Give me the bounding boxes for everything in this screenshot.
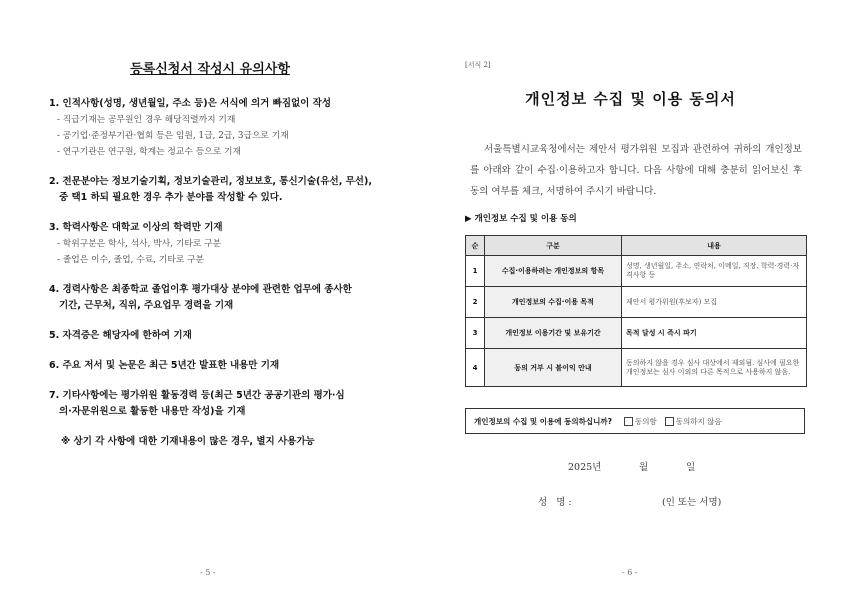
guideline-text: 4. 경력사항은 최종학교 졸업이후 평가대상 분야에 관련한 업무에 종사한 bbox=[49, 284, 352, 295]
table-row bbox=[466, 349, 807, 387]
guideline-note: ※ 상기 각 사항에 대한 기재내용이 많은 경우, 별지 사용가능 bbox=[61, 436, 315, 447]
signer-name-label: 성 명 : bbox=[538, 497, 572, 508]
checkbox-icon bbox=[624, 417, 633, 426]
guideline-text: 2. 전문분야는 정보기술기획, 정보기술관리, 정보보호, 통신기술(유선, 무선), bbox=[49, 176, 372, 187]
left-page-title: 등록신청서 작성시 유의사항 bbox=[130, 62, 290, 77]
left-page bbox=[0, 0, 420, 595]
section-heading: ▶ 개인정보 수집 및 이용 동의 bbox=[465, 214, 577, 224]
guideline-sub: - 학위구분은 학사, 석사, 박사, 기타로 구분 bbox=[57, 239, 222, 249]
row-category: 동의 거부 시 불이익 안내 bbox=[485, 349, 622, 387]
row-number: 2 bbox=[466, 287, 485, 318]
row-number: 3 bbox=[466, 318, 485, 349]
row-category: 개인정보 이용기간 및 보유기간 bbox=[485, 318, 622, 349]
guideline-text-cont: 기간, 근무처, 직위, 주요업무 경력을 기재 bbox=[59, 300, 234, 311]
guideline-sub: - 졸업은 이수, 졸업, 수료, 기타로 구분 bbox=[57, 255, 205, 265]
guideline-text: 7. 기타사항에는 평가위원 활동경력 등(최근 5년간 공공기관의 평가·심 bbox=[49, 390, 345, 401]
consent-title: 개인정보 수집 및 이용 동의서 bbox=[525, 90, 736, 108]
table-row bbox=[466, 256, 807, 287]
row-content: 동의하지 않을 경우 심사 대상에서 제외됨. 심사에 필요한 개인정보는 심사 이외의 다른 목적으로 사용하지 않음. bbox=[622, 349, 807, 387]
agree-checkbox[interactable] bbox=[624, 416, 657, 427]
row-number: 4 bbox=[466, 349, 485, 387]
guideline-sub: - 공기업·준정부기관·협회 등은 임원, 1급, 2급, 3급으로 기재 bbox=[57, 131, 289, 141]
guideline-item-5 bbox=[49, 328, 389, 344]
agree-option-label: 동의함 bbox=[634, 416, 657, 426]
signature-field[interactable]: (인 또는 서명) bbox=[662, 497, 722, 508]
disagree-option-label: 동의하지 않음 bbox=[675, 416, 722, 426]
row-content: 제안서 평가위원(후보자) 모집 bbox=[622, 287, 807, 318]
guideline-text: 6. 주요 저서 및 논문은 최근 5년간 발표한 내용만 기재 bbox=[49, 360, 280, 371]
guideline-text: 5. 자격증은 해당자에 한하여 기재 bbox=[49, 330, 192, 341]
right-page bbox=[420, 0, 841, 595]
guideline-sub: - 직급기재는 공무원인 경우 해당직렬까지 기재 bbox=[57, 115, 236, 125]
form-label: [서식 2] bbox=[465, 61, 491, 69]
guideline-text: 3. 학력사항은 대학교 이상의 학력만 기재 bbox=[49, 222, 223, 233]
guideline-item-3 bbox=[49, 220, 389, 268]
agree-box bbox=[465, 408, 805, 434]
page-number-left: - 5 - bbox=[200, 568, 216, 577]
guideline-item-2 bbox=[49, 174, 389, 206]
table-header: 구분 bbox=[485, 236, 622, 256]
date-year[interactable]: 2025년 bbox=[568, 462, 602, 473]
table-row bbox=[466, 318, 807, 349]
checkbox-icon bbox=[665, 417, 674, 426]
guideline-list bbox=[49, 96, 389, 450]
date-month[interactable]: 월 bbox=[639, 462, 649, 473]
row-number: 1 bbox=[466, 256, 485, 287]
date-day[interactable]: 일 bbox=[686, 462, 696, 473]
guideline-item-6 bbox=[49, 358, 389, 374]
guideline-item-7 bbox=[49, 388, 389, 420]
agree-question: 개인정보의 수집 및 이용에 동의하십니까? bbox=[474, 416, 612, 426]
table-header-row bbox=[466, 236, 807, 256]
table-header: 순 bbox=[466, 236, 485, 256]
guideline-item-4 bbox=[49, 282, 389, 314]
guideline-text-cont: 의·자문위원으로 활동한 내용만 작성)을 기재 bbox=[59, 406, 246, 417]
guideline-item-1 bbox=[49, 96, 389, 160]
row-content: 목적 달성 시 즉시 파기 bbox=[622, 318, 807, 349]
disagree-checkbox[interactable] bbox=[665, 416, 722, 427]
consent-table bbox=[465, 235, 807, 387]
guideline-text: 1. 인적사항(성명, 생년월일, 주소 등)은 서식에 의거 빠짐없이 작성 bbox=[49, 98, 332, 109]
page-number-right: - 6 - bbox=[622, 568, 638, 577]
guideline-sub: - 연구기관은 연구원, 학계는 정교수 등으로 기재 bbox=[57, 147, 242, 157]
table-row bbox=[466, 287, 807, 318]
row-category: 개인정보의 수집·이용 목적 bbox=[485, 287, 622, 318]
row-category: 수집·이용하려는 개인정보의 항목 bbox=[485, 256, 622, 287]
table-header: 내용 bbox=[622, 236, 807, 256]
row-content: 성명, 생년월일, 주소, 연락처, 이메일, 직장, 학력·경력·자격사항 등 bbox=[622, 256, 807, 287]
consent-intro: 서울특별시교육청에서는 제안서 평가위원 모집과 관련하여 귀하의 개인정보를 아래와 같이 수집·이용하고자 합니다. 다음 사항에 대해 충분히 읽어보신 후 동의 여부를 체크, 서명하여 주시기 바랍니다. bbox=[470, 144, 802, 197]
guideline-text-cont: 중 택1 하되 필요한 경우 추가 분야를 작성할 수 있다. bbox=[59, 192, 283, 203]
